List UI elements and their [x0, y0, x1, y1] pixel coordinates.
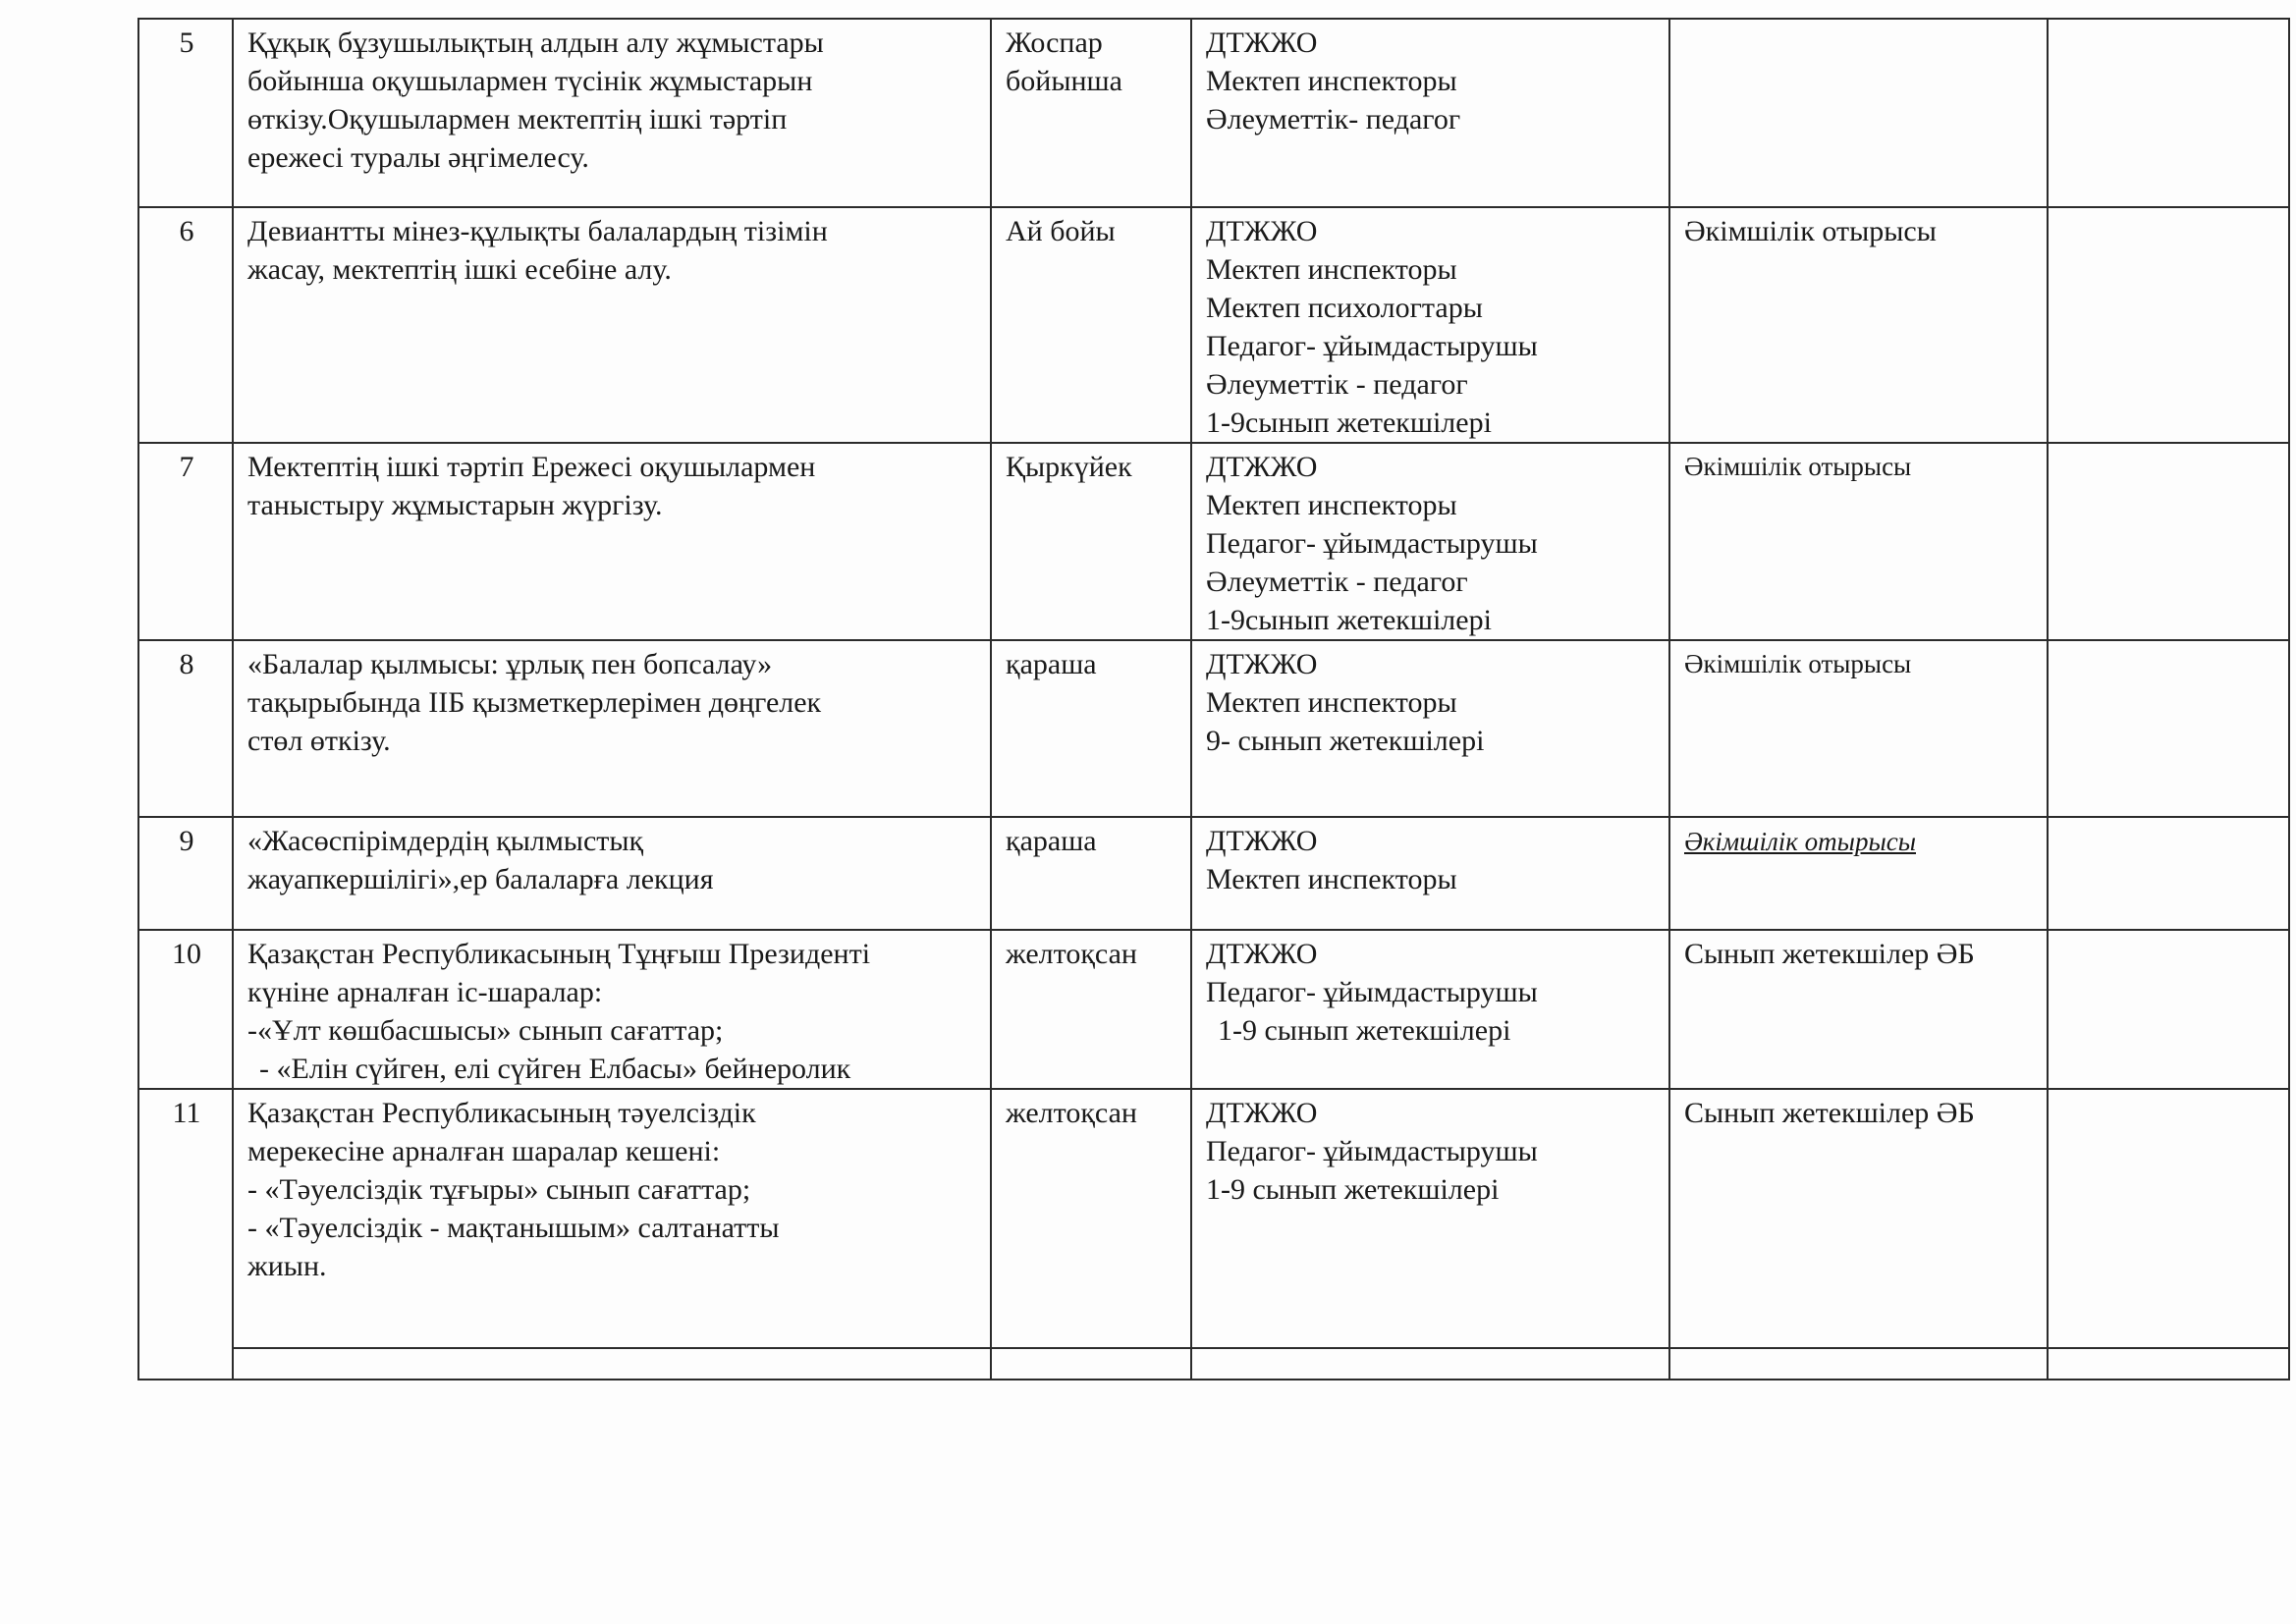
responsible-cell [1191, 1089, 1669, 1348]
responsible-line: 1-9сынып жетекшілері [1206, 604, 1492, 636]
responsible-line: Педагог- ұйымдастырушы [1206, 1135, 1538, 1167]
date-cell [991, 207, 1191, 443]
row-number: 7 [138, 443, 233, 640]
row-number: 5 [138, 19, 233, 207]
event-line: тақырыбында ІІБ қызметкерлерімен дөңгелек [247, 686, 822, 719]
responsible-line: ДТЖЖО [1206, 938, 1318, 970]
row-number: 11 [138, 1089, 233, 1380]
date-line: қараша [1006, 648, 1097, 680]
responsible-line: Педагог- ұйымдастырушы [1206, 527, 1538, 560]
responsible-line: Әлеуметтік - педагог [1206, 566, 1468, 598]
note-cell [2048, 1089, 2289, 1348]
table-row [138, 19, 2289, 207]
event-line: мерекесіне арналған шаралар кешені: [247, 1135, 721, 1167]
date-line: желтоқсан [1006, 938, 1137, 970]
date-cell [991, 930, 1191, 1089]
empty-cell [2048, 1348, 2289, 1380]
event-line: Девиантты мінез-құлықты балалардың тізімін [247, 215, 828, 247]
responsible-line: Мектеп инспекторы [1206, 863, 1457, 895]
empty-cell [1669, 1348, 2048, 1380]
event-line: таныстыру жұмыстарын жүргізу. [247, 489, 663, 521]
event-line: «Балалар қылмысы: ұрлық пен бопсалау» [247, 648, 773, 680]
responsible-cell [1191, 19, 1669, 207]
event-line: Мектептің ішкі тәртіп Ережесі оқушылармен [247, 451, 816, 483]
empty-cell [1191, 1348, 1669, 1380]
form-cell: Сынып жетекшілер ӘБ [1669, 930, 2048, 1089]
form-cell: Әкімшілік отырысы [1669, 207, 2048, 443]
table-row [138, 930, 2289, 1089]
event-line: - «Тәуелсіздік - мақтанышым» салтанатты [247, 1212, 780, 1244]
event-cell [233, 640, 991, 817]
event-cell [233, 207, 991, 443]
responsible-line: Педагог- ұйымдастырушы [1206, 330, 1538, 362]
event-line: жасау, мектептің ішкі есебіне алу. [247, 253, 672, 286]
event-plan-table [137, 18, 2290, 1380]
date-cell [991, 817, 1191, 930]
form-cell [1669, 19, 2048, 207]
note-cell [2048, 19, 2289, 207]
responsible-line: Мектеп инспекторы [1206, 686, 1457, 719]
event-line: күніне арналған іс-шаралар: [247, 976, 603, 1008]
responsible-cell [1191, 207, 1669, 443]
responsible-cell [1191, 640, 1669, 817]
date-line: бойынша [1006, 65, 1122, 97]
date-line: қараша [1006, 825, 1097, 857]
responsible-line: 1-9 сынып жетекшілері [1218, 1014, 1511, 1047]
responsible-line: Мектеп психологтары [1206, 292, 1483, 324]
responsible-line: 1-9 сынып жетекшілері [1206, 1173, 1500, 1206]
note-cell [2048, 443, 2289, 640]
form-cell: Әкімшілік отырысы [1669, 443, 2048, 640]
event-line: Қазақстан Республикасының Тұңғыш Президенті [247, 938, 871, 970]
event-cell [233, 817, 991, 930]
date-cell [991, 443, 1191, 640]
event-cell [233, 930, 991, 1089]
event-line: жиын. [247, 1250, 327, 1282]
table-row [138, 1089, 2289, 1348]
date-cell [991, 1089, 1191, 1348]
responsible-line: ДТЖЖО [1206, 1097, 1318, 1129]
event-line: жауапкершілігі»,ер балаларға лекция [247, 863, 714, 895]
responsible-line: Әлеуметтік - педагог [1206, 368, 1468, 401]
event-line: бойынша оқушылармен түсінік жұмыстарын [247, 65, 813, 97]
row-number: 10 [138, 930, 233, 1089]
responsible-line: 9- сынып жетекшілері [1206, 725, 1485, 757]
table-row [138, 443, 2289, 640]
date-cell [991, 19, 1191, 207]
event-line: Құқық бұзушылықтың алдын алу жұмыстары [247, 27, 824, 59]
responsible-line: Педагог- ұйымдастырушы [1206, 976, 1538, 1008]
date-line: Ай бойы [1006, 215, 1116, 247]
note-cell [2048, 207, 2289, 443]
form-cell [1669, 817, 2048, 930]
event-cell [233, 1089, 991, 1348]
event-line: стөл өткізу. [247, 725, 391, 757]
event-line: Қазақстан Республикасының тәуелсіздік [247, 1097, 756, 1129]
date-line: желтоқсан [1006, 1097, 1137, 1129]
responsible-cell [1191, 930, 1669, 1089]
table-row-empty [138, 1348, 2289, 1380]
table-row [138, 207, 2289, 443]
event-line: ережесі туралы әңгімелесу. [247, 141, 589, 174]
table-row [138, 817, 2289, 930]
responsible-line: ДТЖЖО [1206, 215, 1318, 247]
form-cell: Сынып жетекшілер ӘБ [1669, 1089, 2048, 1348]
event-cell [233, 19, 991, 207]
event-line: өткізу.Оқушылармен мектептің ішкі тәртіп [247, 103, 788, 135]
event-line: -«Ұлт көшбасшысы» сынып сағаттар; [247, 1014, 724, 1047]
note-cell [2048, 640, 2289, 817]
event-cell [233, 443, 991, 640]
date-cell [991, 640, 1191, 817]
table-row [138, 640, 2289, 817]
responsible-line: 1-9сынып жетекшілері [1206, 406, 1492, 439]
event-line: - «Тәуелсіздік тұғыры» сынып сағаттар; [247, 1173, 751, 1206]
row-number: 9 [138, 817, 233, 930]
responsible-line: Мектеп инспекторы [1206, 253, 1457, 286]
empty-cell [233, 1348, 991, 1380]
responsible-cell [1191, 817, 1669, 930]
responsible-cell [1191, 443, 1669, 640]
form-cell: Әкімшілік отырысы [1669, 640, 2048, 817]
responsible-line: Мектеп инспекторы [1206, 65, 1457, 97]
note-cell [2048, 930, 2289, 1089]
date-line: Қыркүйек [1006, 451, 1132, 483]
date-line: Жоспар [1006, 27, 1103, 59]
responsible-line: ДТЖЖО [1206, 451, 1318, 483]
empty-cell [991, 1348, 1191, 1380]
row-number: 8 [138, 640, 233, 817]
responsible-line: ДТЖЖО [1206, 648, 1318, 680]
row-number: 6 [138, 207, 233, 443]
form-link[interactable]: Әкімшілік отырысы [1684, 827, 1916, 856]
event-line: - «Елін сүйген, елі сүйген Елбасы» бейнеролик [259, 1053, 851, 1085]
responsible-line: ДТЖЖО [1206, 27, 1318, 59]
responsible-line: ДТЖЖО [1206, 825, 1318, 857]
responsible-line: Әлеуметтік- педагог [1206, 103, 1461, 135]
note-cell [2048, 817, 2289, 930]
responsible-line: Мектеп инспекторы [1206, 489, 1457, 521]
event-line: «Жасөспірімдердің қылмыстық [247, 825, 644, 857]
